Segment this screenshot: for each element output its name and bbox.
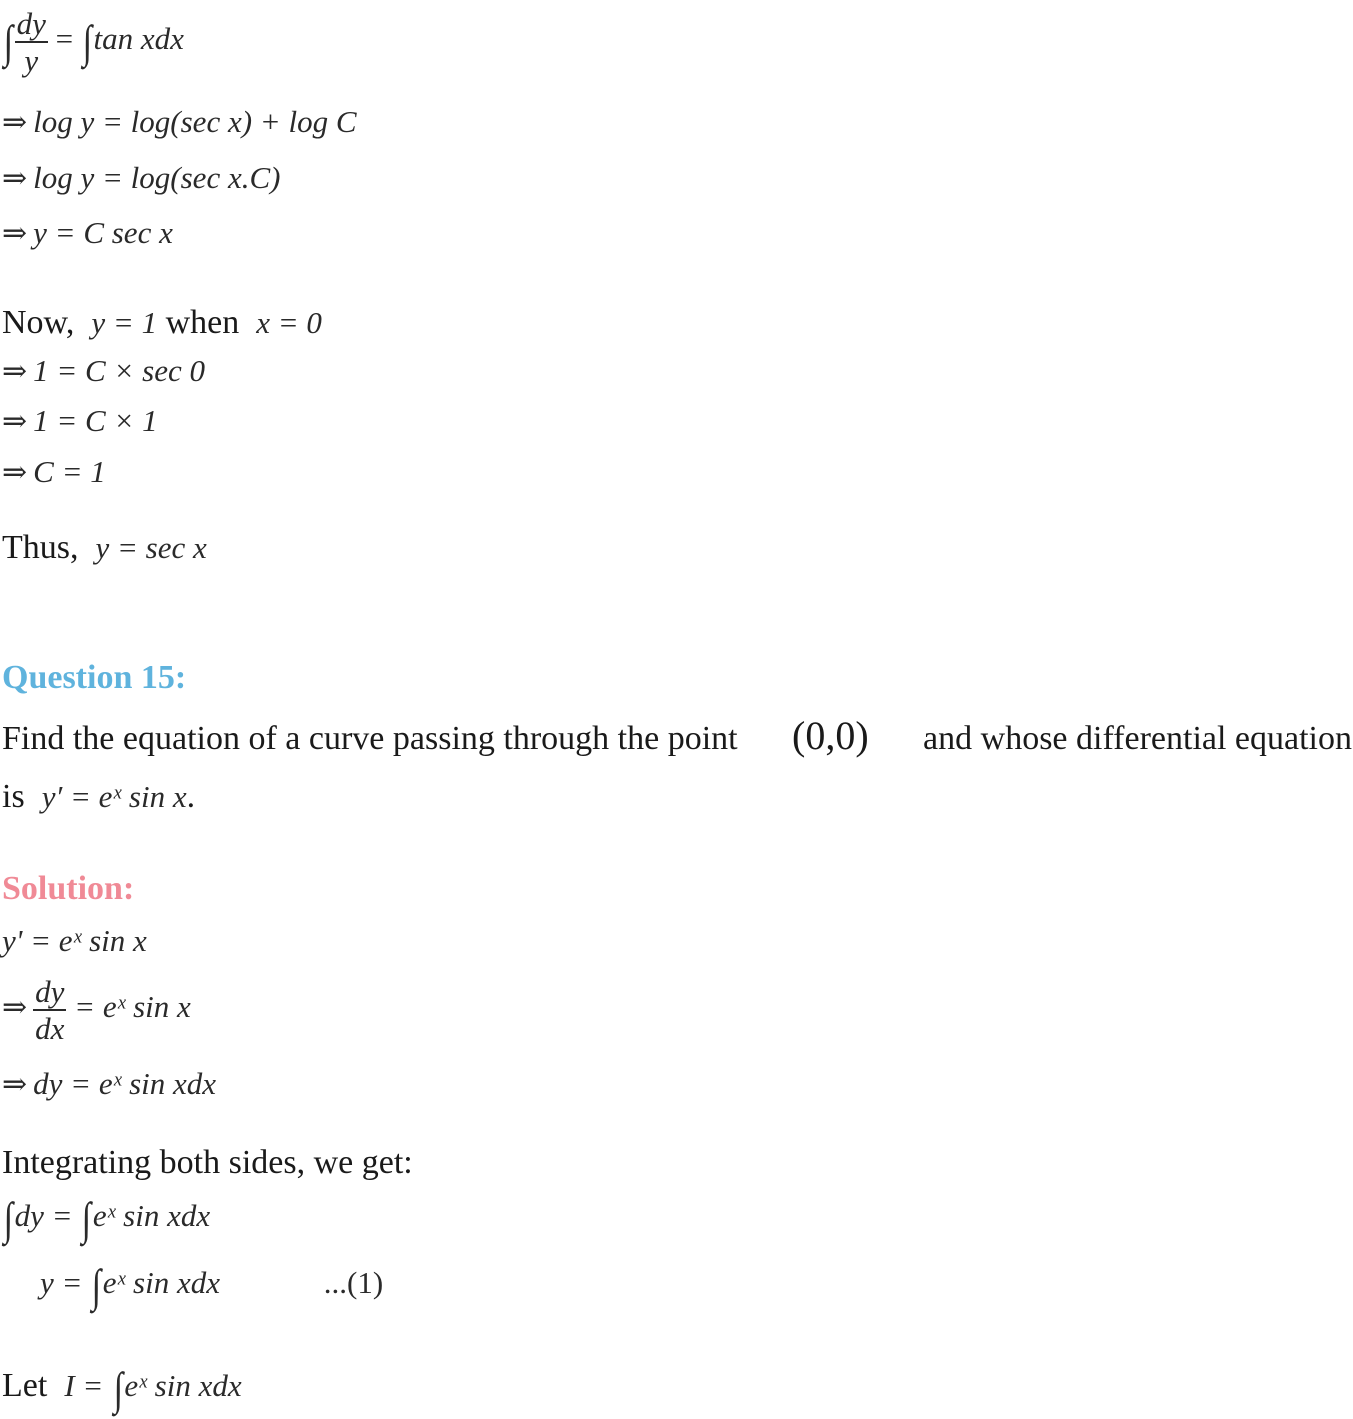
substitution-line-1: ⇒ 1 = C × sec 0 [2,353,205,388]
question-heading: Question 15: [2,659,187,696]
initial-condition: Now, y = 1 when x = 0 [2,304,322,341]
log-equation-2: ⇒ log y = log(sec x.C) [2,160,281,195]
implies-arrow: ⇒ [2,991,28,1025]
fraction-denominator: y [24,43,39,78]
integral-sign: ∫ [81,1193,92,1244]
solution-line-3: ⇒ dy = eˣ sin xdx [2,1066,217,1101]
integral-rhs: tan xdx [93,21,184,57]
solution-line-1: y' = eˣ sin x [2,923,147,958]
question-text-line-1: Find the equation of a curve passing through the point (0,0) and whose differential equation [2,713,1352,758]
integral-sign: ∫ [3,16,14,68]
integral-line-1: ∫dy = ∫eˣ sin xdx [3,1193,211,1244]
integrating-text: Integrating both sides, we get: [2,1144,413,1181]
integral-sign: ∫ [91,1260,102,1311]
log-equation-1: ⇒ log y = log(sec x) + log C [2,104,357,139]
solution-line-2: ⇒ $\frac{dy}{dx}$ = eˣ sin x [2,974,191,1046]
integral-sign: ∫ [82,16,92,68]
question-text-line-2: is y′ = eˣ sin x. [2,778,196,815]
integral-sign: ∫ [113,1363,123,1414]
substitution-line-2: ⇒ 1 = C × 1 [2,403,158,438]
integral-equation-line: ∫ $\frac{dy}{y}$ = ∫tan xdx [3,6,184,78]
point-coordinates: (0,0) [792,713,869,758]
fraction-numerator: dy [16,6,46,41]
implies-arrow: ⇒ [2,106,28,139]
implies-arrow: ⇒ [2,456,28,489]
implies-arrow: ⇒ [2,217,28,250]
solution-heading: Solution: [2,870,135,907]
fraction-dy-over-y [15,8,48,76]
equation-tag: ...(1) [323,1265,384,1300]
fraction-dy-over-dx: $\frac{dy}{dx}$ [35,974,65,1046]
constant-value: ⇒ C = 1 [2,454,106,489]
general-solution: ⇒ y = C sec x [2,215,173,250]
let-line: Let I = ∫eˣ sin xdx [2,1363,242,1414]
implies-arrow: ⇒ [2,162,28,195]
implies-arrow: ⇒ [2,1068,28,1101]
final-answer: Thus, y = sec x [2,529,207,566]
differential-equation: y′ = eˣ sin x [41,779,187,814]
integral-line-2: y = ∫eˣ sin xdx ...(1) [40,1260,384,1311]
integral-sign: ∫ [3,1193,14,1244]
implies-arrow: ⇒ [2,405,28,438]
implies-arrow: ⇒ [2,355,28,388]
